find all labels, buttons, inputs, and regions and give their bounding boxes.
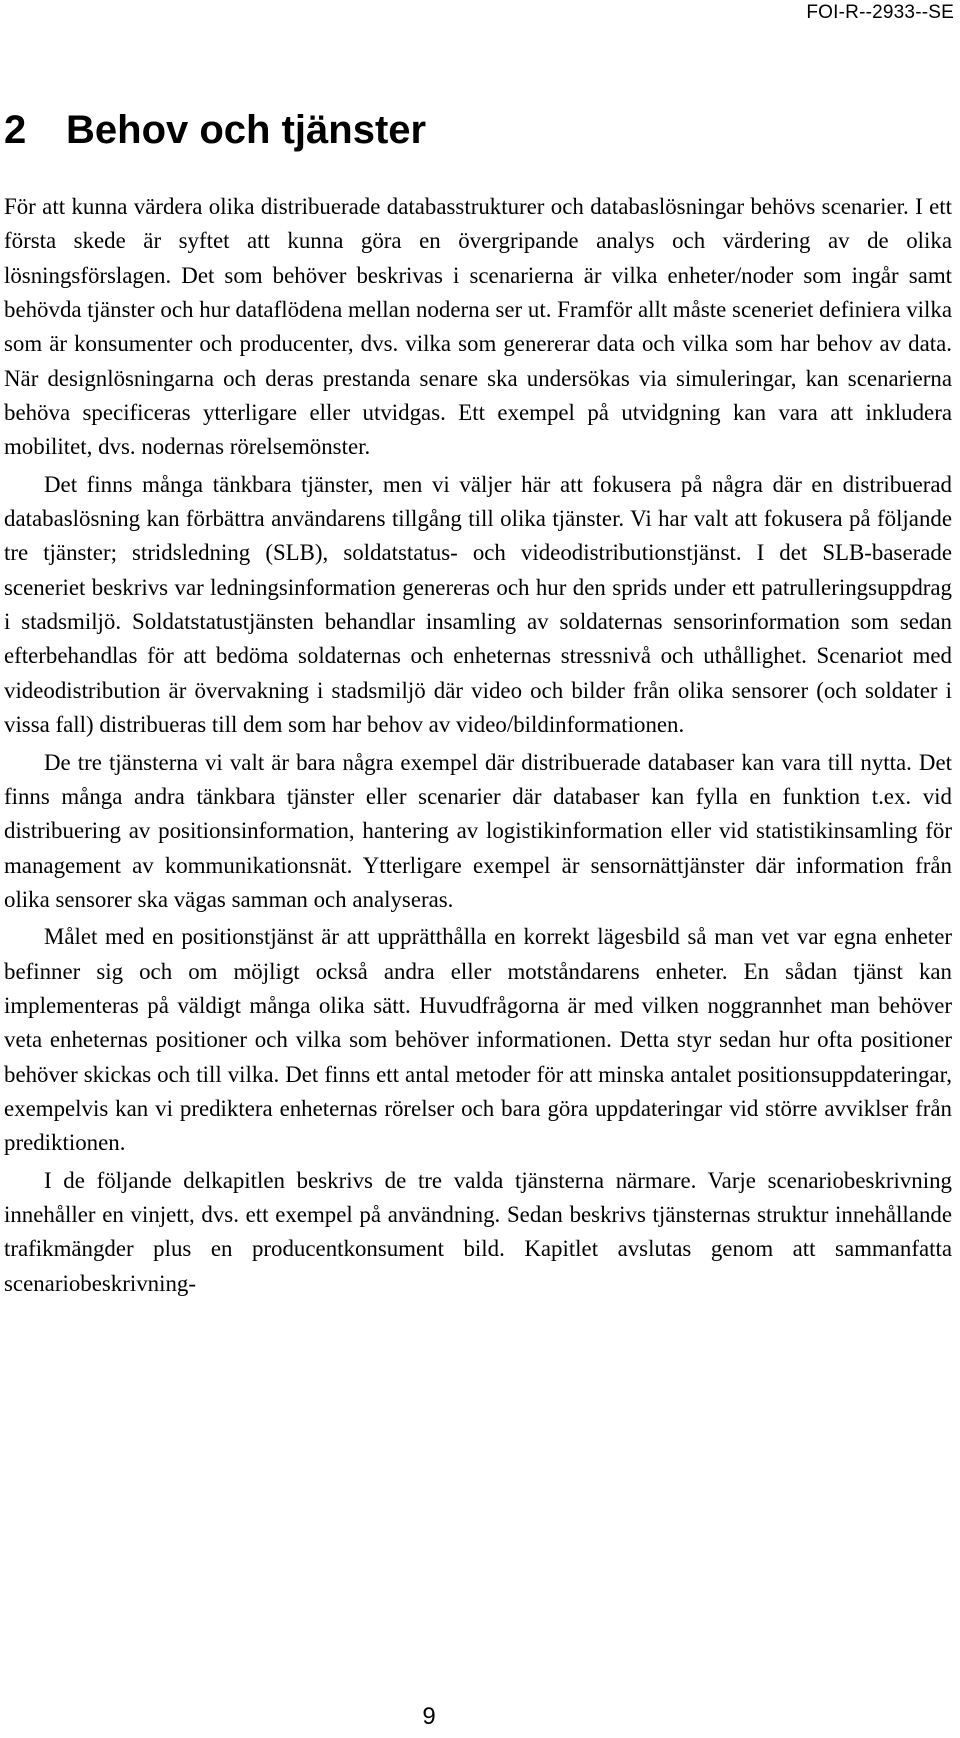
section-heading: [4, 104, 426, 156]
page-number: 9: [422, 1703, 436, 1730]
section-number: 2: [4, 108, 27, 152]
paragraph: Det finns många tänkbara tjänster, men vi väljer här att fokusera på några där en distribuerad databaslösning kan förbättra användarens tillgång till olika tjänster. Vi har valt att fokusera på följande tre tjänster; stridsledning (SLB), soldatstatus- och videodistributionstjänst. I det SLB-baserade sceneriet beskrivs var ledningsinformation genereras och hur den sprids under ett patrulleringsuppdrag i stadsmiljö. Soldatstatustjänsten behandlar insamling av soldaternas sensorinformation som sedan efterbehandlas för att bedöma soldaternas och enheternas stressnivå och uthållighet. Scenariot med videodistribution är övervakning i stadsmiljö där video och bilder från olika sensorer (och soldater i vissa fall) distribueras till dem som har behov av video/bildinformationen.: [4, 471, 952, 738]
paragraph: Målet med en positionstjänst är att upprätthålla en korrekt lägesbild så man vet var egna enheter befinner sig och om möjligt också andra eller motståndarens enheter. En sådan tjänst kan implementeras på väldigt många olika sätt. Huvudfrågorna är med vilken noggrannhet man behöver veta enheternas positioner och vilka som behöver informationen. Detta styr sedan hur ofta positioner behöver skickas och till vilka. Det finns ett antal metoder för att minska antalet positionsuppdateringar, exempelvis kan vi prediktera enheternas rörelser och bara göra uppdateringar vid större avviklser från prediktionen.: [4, 924, 952, 1156]
paragraph: De tre tjänsterna vi valt är bara några exempel där distribuerade databaser kan vara till nytta. Det finns många andra tänkbara tjänster eller scenarier där databaser kan fylla en funktion t.ex. vid distribuering av positionsinformation, hantering av logistikinformation eller vid statistikinsamling för management av kommunikationsnät. Ytterligare exempel är sensornättjänster där information från olika sensorer ska vägas samman och analyseras.: [4, 749, 952, 912]
report-id: FOI-R--2933--SE: [806, 2, 954, 23]
body-text: [4, 190, 952, 1301]
section-title: Behov och tjänster: [66, 108, 427, 152]
paragraph: För att kunna värdera olika distribuerade databasstrukturer och databaslösningar behövs scenarier. I ett första skede är syftet att kunna göra en övergripande analys och värdering av de olika lösningsförslagen. Det som behöver beskrivas i scenarierna är vilka enheter/noder som ingår samt behövda tjänster och hur dataflödena mellan noderna ser ut. Framför allt måste sceneriet definiera vilka som är konsumenter och producenter, dvs. vilka som genererar data och vilka som har behov av data. När designlösningarna och deras prestanda senare ska undersökas via simuleringar, kan scenarierna behöva specificeras ytterligare eller utvidgas. Ett exempel på utvidgning kan vara att inkludera mobilitet, dvs. nodernas rörelsemönster.: [4, 194, 952, 460]
paragraph: I de följande delkapitlen beskrivs de tre valda tjänsterna närmare. Varje scenariobeskrivning innehåller en vinjett, dvs. ett exempel på användning. Sedan beskrivs tjänsternas struktur innehållande trafikmängder plus en producentkonsument bild. Kapitlet avslutas genom att sammanfatta scenariobeskrivning-: [4, 1167, 952, 1296]
